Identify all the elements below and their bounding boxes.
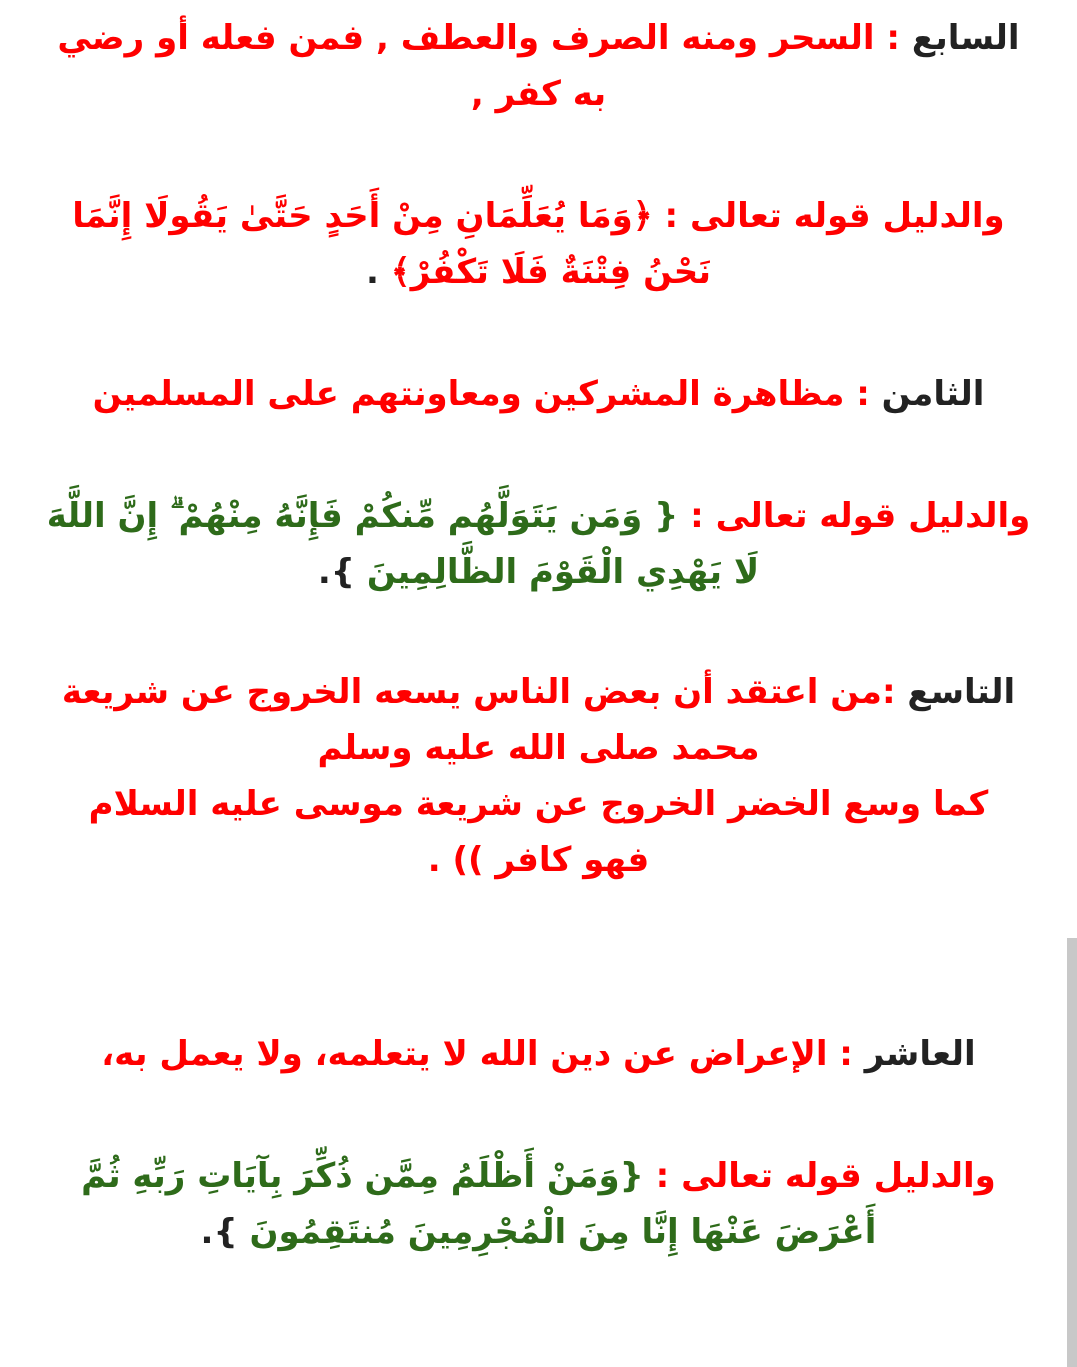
- section-heading: العاشر: [864, 1034, 976, 1074]
- section-heading: التاسع: [907, 672, 1016, 712]
- evidence-label: والدليل قوله تعالى :: [643, 1156, 996, 1196]
- separator: :: [881, 672, 908, 712]
- evidence-line-1: [30, 188, 1047, 244]
- section-heading: الثامن: [881, 374, 985, 414]
- evidence-label: والدليل قوله تعالى :: [678, 496, 1031, 536]
- evidence-line-1: [30, 1148, 1047, 1204]
- evidence-label: والدليل قوله تعالى :: [652, 196, 1005, 236]
- verse-text: لَا يَهْدِي الْقَوْمَ الظَّالِمِينَ: [366, 552, 760, 592]
- verse-tail: }.: [317, 552, 367, 592]
- section-eighth: [30, 366, 1047, 422]
- section-text: محمد صلى الله عليه وسلم: [317, 728, 760, 768]
- verse-text: ﴿وَمَا يُعَلِّمَانِ مِنْ أَحَدٍ حَتَّىٰ يَقُولَا إِنَّمَا: [72, 196, 653, 236]
- scrollbar[interactable]: [1067, 938, 1077, 1367]
- evidence-eighth: [30, 488, 1047, 600]
- section-eighth-line-1: [30, 366, 1047, 422]
- section-heading: السابع: [911, 18, 1020, 58]
- section-tenth-line-1: [30, 1026, 1047, 1082]
- section-seventh-line-1: [30, 10, 1047, 66]
- verse-text: {وَمَنْ أَظْلَمُ مِمَّن ذُكِّرَ بِآيَاتِ رَبِّهِ ثُمَّ: [81, 1156, 644, 1196]
- verse-tail: .: [366, 252, 391, 292]
- verse-text: أَعْرَضَ عَنْهَا إِنَّا مِنَ الْمُجْرِمِينَ مُنتَقِمُونَ: [249, 1212, 877, 1252]
- separator: :: [844, 374, 882, 414]
- separator: :: [827, 1034, 865, 1074]
- evidence-seventh: [30, 188, 1047, 300]
- verse-text: { وَمَن يَتَوَلَّهُم مِّنكُمْ فَإِنَّهُ مِنْهُمْ ۗ إِنَّ اللَّهَ: [46, 496, 679, 536]
- evidence-line-2: [30, 544, 1047, 600]
- section-ninth: [30, 664, 1047, 888]
- evidence-line-2: [30, 1204, 1047, 1260]
- evidence-tenth: [30, 1148, 1047, 1260]
- section-tenth: [30, 1026, 1047, 1082]
- verse-text: نَحْنُ فِتْنَةٌ فَلَا تَكْفُرْ﴾: [390, 252, 711, 292]
- section-text: الإعراض عن دين الله لا يتعلمه، ولا يعمل به،: [101, 1034, 828, 1074]
- section-text: من اعتقد أن بعض الناس يسعه الخروج عن شريعة: [61, 672, 882, 712]
- verse-tail: }.: [200, 1212, 250, 1252]
- section-seventh: [30, 10, 1047, 122]
- section-text: به كفر ,: [470, 74, 607, 114]
- section-ninth-line-1: [30, 664, 1047, 720]
- evidence-line-2: [30, 244, 1047, 300]
- section-text: فهو كافر )) .: [427, 840, 650, 880]
- evidence-line-1: [30, 488, 1047, 544]
- section-text: كما وسع الخضر الخروج عن شريعة موسى عليه السلام: [88, 784, 989, 824]
- section-text: مظاهرة المشركين ومعاونتهم على المسلمين: [92, 374, 845, 414]
- section-text: السحر ومنه الصرف والعطف , فمن فعله أو رضي: [57, 18, 875, 58]
- separator: :: [874, 18, 912, 58]
